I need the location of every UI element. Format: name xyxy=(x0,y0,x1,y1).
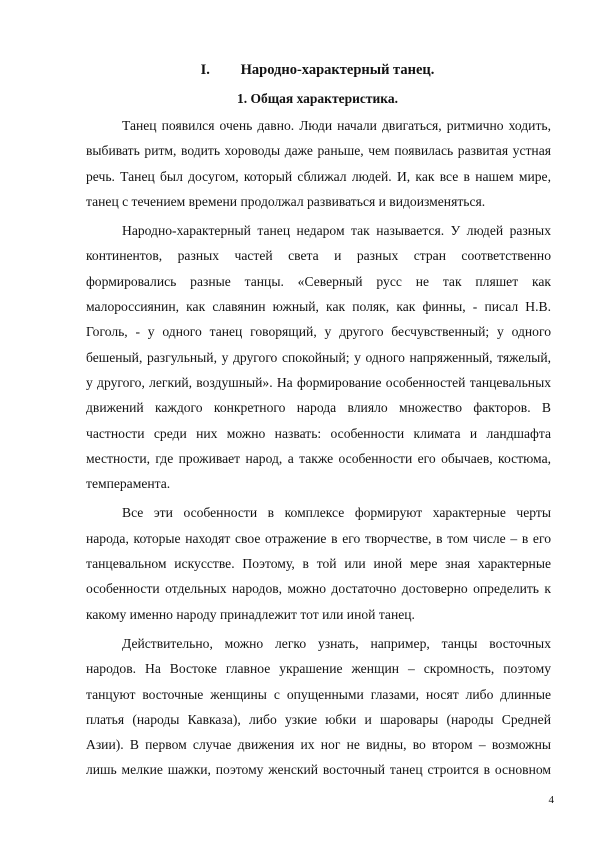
paragraph-line: народа, которые находят свое отражение в его творчестве, в том числе – в его xyxy=(86,530,551,546)
paragraph-line: народов. На Востоке главное украшение женщин – скромность, поэтому xyxy=(86,661,551,677)
paragraph xyxy=(86,631,551,783)
paragraph-line: формировались разные танцы. «Северный русс не так пляшет как xyxy=(86,273,551,289)
paragraph-line: платья (народы Кавказа), либо узкие юбки и шаровары (народы Средней xyxy=(86,711,551,727)
paragraph-line: бешеный, разгульный, у другого спокойный; у одного напряженный, тяжелый, xyxy=(86,349,551,365)
paragraph-line: Действительно, можно легко узнать, например, танцы восточных xyxy=(122,635,551,651)
paragraph-line: Все эти особенности в комплексе формируют характерные черты xyxy=(122,505,551,521)
paragraph-line: местности, где проживает народ, а также особенности его обычаев, костюма, xyxy=(86,450,551,466)
paragraph-line: Гоголь, - у одного танец говорящий, у другого бесчувственный; у одного xyxy=(86,324,551,340)
paragraph-line: танцевальном искусстве. Поэтому, в той или иной мере зная характерные xyxy=(86,556,551,572)
paragraph-line: у другого, легкий, воздушный». На формирование особенностей танцевальных xyxy=(86,374,551,390)
paragraph-line: частности среди них можно назвать: особенности климата и ландшафта xyxy=(86,425,551,441)
paragraph-line: танец с течением времени продолжал развиваться и видоизменяться. xyxy=(86,193,486,209)
paragraph-line: танцуют восточные женщины с опущенными глазами, носят либо длинные xyxy=(86,686,551,702)
paragraph-line: Танец появился очень давно. Люди начали двигаться, ритмично ходить, xyxy=(122,118,551,133)
paragraph-line: особенности отдельных народов, можно достаточно достоверно определить к xyxy=(86,581,551,597)
page-number: 4 xyxy=(548,794,554,806)
paragraph-line: малороссиянин, как славянин южный, как поляк, как финны, - писал Н.В. xyxy=(86,299,551,315)
chapter-heading xyxy=(0,60,595,80)
chapter-title: Народно-характерный танец. xyxy=(240,62,435,78)
paragraph-line: какому именно народу принадлежит тот или иной танец. xyxy=(86,606,415,622)
paragraph-line: Азии). В первом случае движения их ног не видны, во втором – возможны xyxy=(86,737,551,753)
paragraph-line: континентов, разных частей света и разных стран соответственно xyxy=(86,248,551,264)
paragraph-line: Народно-характерный танец недаром так называется. У людей разных xyxy=(122,223,551,239)
paragraph-line: темперамента. xyxy=(86,476,171,492)
paragraph-line: движений каждого конкретного народа влияло множество факторов. В xyxy=(86,400,551,416)
paragraph-line: речь. Танец был досугом, который сближал людей. И, как все в нашем мире, xyxy=(86,168,551,184)
paragraph-line: выбивать ритм, водить хороводы даже раньше, чем появилась развитая устная xyxy=(86,143,551,159)
paragraph xyxy=(86,500,551,626)
paragraph xyxy=(86,113,551,214)
paragraph xyxy=(86,218,551,496)
chapter-number: I. xyxy=(200,62,210,78)
body-text xyxy=(86,113,551,783)
paragraph-line: лишь мелкие шажки, поэтому женский восточный танец строится в основном xyxy=(86,762,551,778)
section-heading: 1. Общая характеристика. xyxy=(237,91,398,106)
